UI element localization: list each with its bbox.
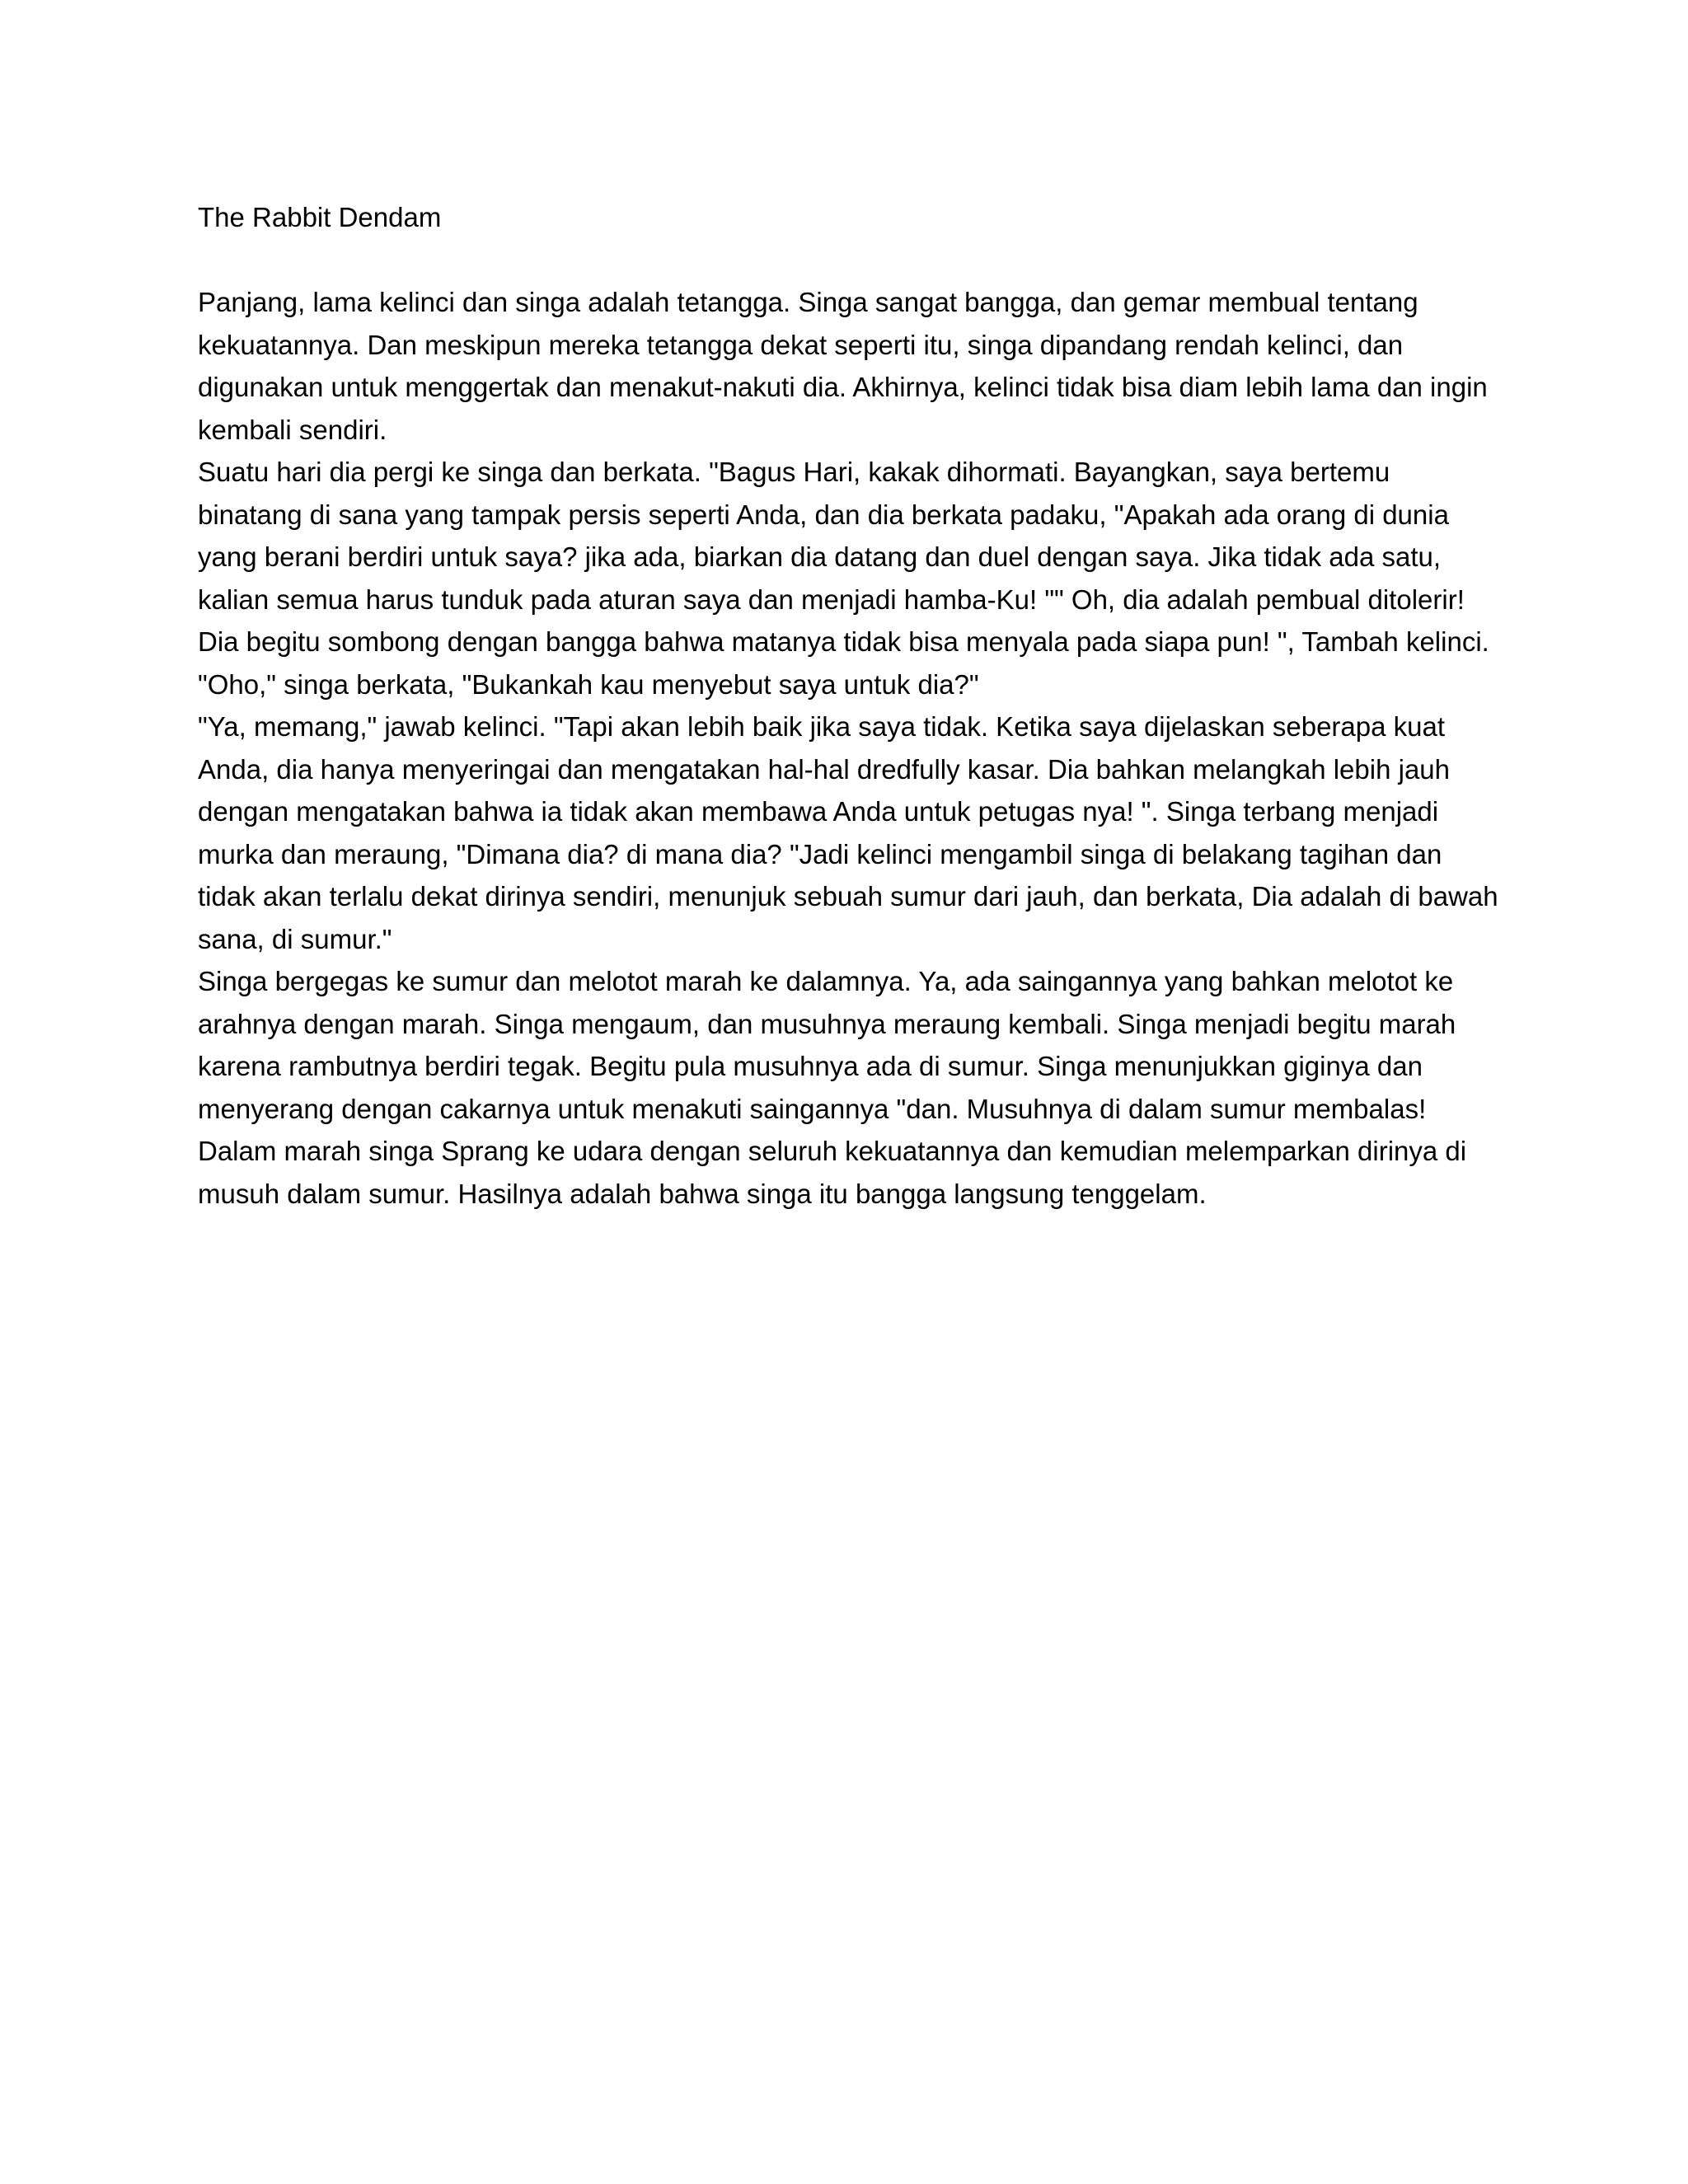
document-body bbox=[198, 196, 1500, 1215]
document-title: The Rabbit Dendam bbox=[198, 202, 442, 232]
paragraph-3: "Ya, memang," jawab kelinci. "Tapi akan lebih baik jika saya tidak. Ketika saya dijelaskan seberapa kuat Anda, dia hanya menyeringai dan mengatakan hal-hal dredfully kasar. Dia bahkan melangkah lebih jauh dengan mengatakan bahwa ia tidak akan membawa Anda untuk petugas nya! ". Singa terbang menjadi murka dan meraung, "Dimana dia? di mana dia? "Jadi kelinci mengambil singa di belakang tagihan dan tidak akan terlalu dekat dirinya sendiri, menunjuk sebuah sumur dari jauh, dan berkata, Dia adalah di bawah sana, di sumur." bbox=[198, 711, 1498, 954]
title-spacer bbox=[198, 239, 1500, 282]
story-text bbox=[198, 281, 1500, 1215]
paragraph-4: Singa bergegas ke sumur dan melotot marah ke dalamnya. Ya, ada saingannya yang bahkan melotot ke arahnya dengan marah. Singa mengaum, dan musuhnya meraung kembali. Singa menjadi begitu marah karena rambutnya berdiri tegak. Begitu pula musuhnya ada di sumur. Singa menunjukkan giginya dan menyerang dengan cakarnya untuk menakuti saingannya "dan. Musuhnya di dalam sumur membalas! Dalam marah singa Sprang ke udara dengan seluruh kekuatannya dan kemudian melemparkan dirinya di musuh dalam sumur. Hasilnya adalah bahwa singa itu bangga langsung tenggelam. bbox=[198, 966, 1467, 1209]
paragraph-2: Suatu hari dia pergi ke singa dan berkata. "Bagus Hari, kakak dihormati. Bayangkan, saya bertemu binatang di sana yang tampak persis seperti Anda, dan dia berkata padaku, "Apakah ada orang di dunia yang berani berdiri untuk saya? jika ada, biarkan dia datang dan duel dengan saya. Jika tidak ada satu, kalian semua harus tunduk pada aturan saya dan menjadi hamba-Ku! "" Oh, dia adalah pembual ditolerir! Dia begitu sombong dengan bangga bahwa matanya tidak bisa menyala pada siapa pun! ", Tambah kelinci. "Oho," singa berkata, "Bukankah kau menyebut saya untuk dia?" bbox=[198, 457, 1489, 700]
paragraph-1: Panjang, lama kelinci dan singa adalah tetangga. Singa sangat bangga, dan gemar membual tentang kekuatannya. Dan meskipun mereka tetangga dekat seperti itu, singa dipandang rendah kelinci, dan digunakan untuk menggertak dan menakut-nakuti dia. Akhirnya, kelinci tidak bisa diam lebih lama dan ingin kembali sendiri. bbox=[198, 287, 1488, 445]
